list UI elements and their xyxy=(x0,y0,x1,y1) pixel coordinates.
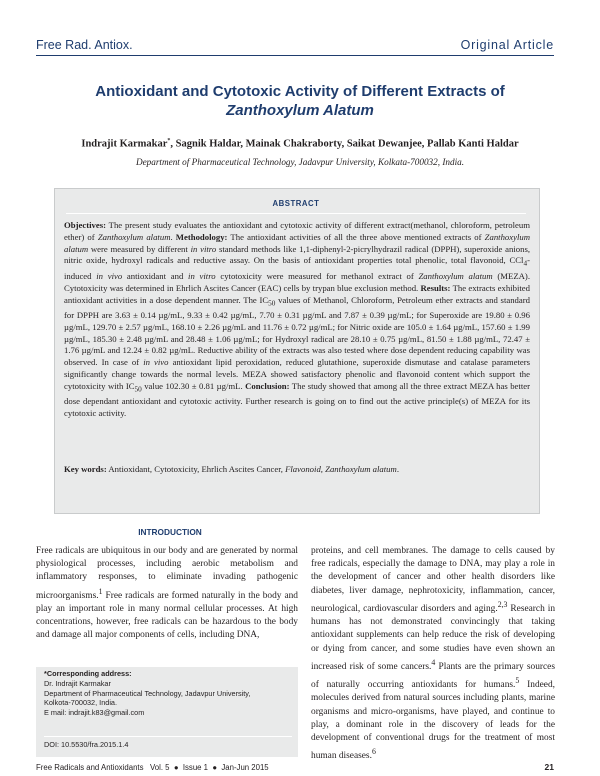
correspondence-email[interactable]: E mail: indrajit.k83@gmail.com xyxy=(44,707,145,717)
abstract-body: Objectives: The present study evaluates the antioxidant and cytotoxic activity of different extract(methanol, chloroform, petroleum ether) of Zanthoxylum alatum. Methodology: The antioxidant activities of all the three above mentioned extracts of Zanthoxylum alatum were measured by different in vitro standard methods like 1,1-diphenyl-2-picrylhydrazil radical (DPPH), superoxide anions, nitric oxide, hydroxyl radicals and reductive assay. On the basis of antioxidant properties total phenolic, total flavonoid, CCl$_4$-induced in vivo antioxidant and in vitro cytotoxicity were measured for methanol extract of Zanthoxylum alatum (MEZA). Cytotoxicity was determined in Ehrlich Ascites Cancer (EAC) cells by trypan blue exclusion method. Results: The extracts exhibited antioxidant activities in a dose dependent manner. The $IC_{50}$ values of Methanol, Chloroform, Petroleum ether extracts and standard for DPPH are 3.63 ± 0.14 µg/mL, 9.33 ± 0.42 µg/mL, 7.70 ± 0.31 µg/mL and 7.87 ± 0.39 µg/mL; for Superoxide are 19.80 ± 0.96 µg/mL, 129.70 ± 2.57 µg/mL, 168.10 ± 2.26 µg/mL and 11.76 ± 0.72 µg/mL; for Nitric oxide are 105.0 ± 1.64 µg/mL, 157.60 ± 1.99 µg/mL, 185.30 ± 2.48 µg/mL and 28.48 ± 1.06 µg/mL; for Hydroxyl radical are 28.10 ± 0.75 µg/mL, 81.50 ± 1.88 µg/mL, 72.47 ± 1.76 µg/mL and 12.24 ± 0.82 µg/mL. Reductive ability of the extracts was also tested where dose dependent reducing capability was observed. In case of in vivo antioxidant lipid peroxidation, reduced glutathione, superoxide dismutase and catalase parameters significantly change towards the normal levels. MEZA showed satisfactory phenolic and flavonoid content which support the cytotoxicity with $IC_{50}$ value 102.30 ± 0.81 µg/mL. Conclusion: The study showed that among all the three extract MEZA has better dose dependant antioxidant and cytotoxic activity. Further research is going on to find out the active principle(s) of MEZA for its cytotoxic activity. xyxy=(64,220,531,419)
page-number: 21 xyxy=(544,762,554,772)
journal-short-name: Free Rad. Antiox. xyxy=(36,38,133,52)
correspondence-details xyxy=(44,679,250,717)
title-line-1: Antioxidant and Cytotoxic Activity of Different Extracts of xyxy=(95,83,505,100)
article-type-label: Original Article xyxy=(460,38,554,52)
correspondence-title: *Corresponding address: xyxy=(44,669,132,678)
article-title xyxy=(40,82,560,120)
header-divider xyxy=(36,55,554,56)
objectives-label: Objectives: xyxy=(64,220,106,230)
conclusion-label: Conclusion: xyxy=(245,380,290,391)
author-list xyxy=(40,138,560,150)
introduction-heading: INTRODUCTION xyxy=(138,527,202,537)
affiliation: Department of Pharmaceutical Technology, Jadavpur University, Kolkata-700032, India. xyxy=(135,157,465,167)
introduction-column-right: proteins, and cell membranes. The damage to cells caused by free radicals, especially the damage to DNA, may play a role in the development of cancer and other health disorders like diabetes, liver damage, nephrotoxicity, inflammation, cancer, neurological, cardiovascular disorders and aging.$^{2,3}$ Research in humans has not demonstrated convincingly that taking antioxidant supplements can help reduce the risk of developing or dying from cancer, and some studies have even shown an increased risk of some cancers.$^4$ Plants are the primary sources of naturally occurring antioxidants for humans.$^5$ Indeed, molecules derived from natural sources including plants, marine organisms and micro-organisms, have played, and continue to play, a dominant role in the discovery of leads for the development of conventional drugs for the treatment of most human diseases.$^6$ xyxy=(311,546,556,762)
results-label: Results: xyxy=(420,282,451,293)
abstract-heading: ABSTRACT xyxy=(272,199,320,208)
methodology-label: Methodology: xyxy=(175,231,228,242)
corresponding-author: Indrajit Karmakar xyxy=(81,138,168,150)
introduction-column-left: Free radicals are ubiquitous in our body and are generated by normal physiological processes, including aerobic metabolism and inflammatory responses, to eliminate invading pathogenic microorganisms.$^1$ Free radicals are formed naturally in the body and play an important role in many normal cellular processes. At high concentrations, however, free radicals can be hazardous to the body and damage all major components of cells, including DNA, xyxy=(36,546,298,641)
correspondence-divider xyxy=(44,736,292,737)
doi[interactable]: DOI: 10.5530/fra.2015.1.4 xyxy=(44,740,129,749)
correspondence-city: Kolkota-700032, India. xyxy=(44,698,118,708)
footer-citation: Free Radicals and Antioxidants Vol. 5 ● Issue 1 ● Jan-Jun 2015 xyxy=(36,763,269,772)
co-authors: , Sagnik Haldar, Mainak Chakraborty, Saikat Dewanjee, Pallab Kanti Haldar xyxy=(170,138,519,150)
keywords-label: Key words: xyxy=(64,464,107,474)
corresponding-mark: * xyxy=(167,138,171,144)
title-line-2: Zanthoxylum Alatum xyxy=(226,102,374,119)
keywords: Key words: Antioxidant, Cytotoxicity, Ehrlich Ascites Cancer, Flavonoid, Zanthoxylum alatum. xyxy=(64,464,399,474)
correspondence-department: Department of Pharmaceutical Technology, Jadavpur University, xyxy=(44,688,251,698)
correspondence-name: Dr. Indrajit Karmakar xyxy=(44,679,111,688)
abstract-divider xyxy=(66,213,526,214)
